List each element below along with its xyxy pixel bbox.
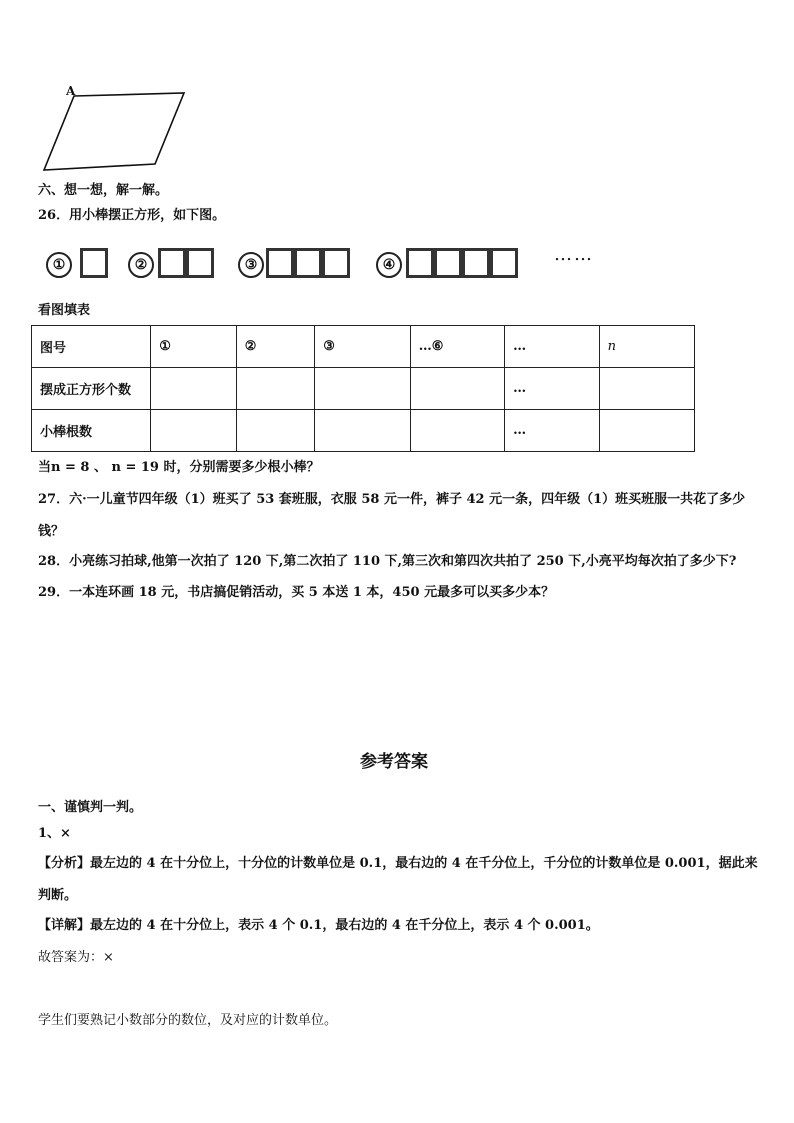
table-cell[interactable] xyxy=(315,368,410,410)
table-row xyxy=(32,368,695,410)
table-cell[interactable] xyxy=(151,368,237,410)
table-cell[interactable] xyxy=(151,410,237,452)
table-cell[interactable] xyxy=(236,410,315,452)
table-cell: … xyxy=(505,326,599,368)
figure-2-square xyxy=(186,248,214,278)
table-cell: ② xyxy=(236,326,315,368)
figure-4-square xyxy=(434,248,462,278)
figure-3-square xyxy=(266,248,294,278)
table-cell[interactable] xyxy=(236,368,315,410)
vertex-label-a: A xyxy=(66,84,76,98)
figure-1-square xyxy=(80,248,108,278)
table-row xyxy=(32,410,695,452)
figure-4-square xyxy=(490,248,518,278)
figure-4-square xyxy=(462,248,490,278)
answer-conclusion: 故答案为：× xyxy=(38,950,114,965)
table-cell: 摆成正方形个数 xyxy=(32,368,151,410)
figure-4-label: ④ xyxy=(376,252,402,278)
table-cell[interactable] xyxy=(599,368,694,410)
table-cell[interactable] xyxy=(315,410,410,452)
table-cell: ③ xyxy=(315,326,410,368)
q27-text: 27．六·一儿童节四年级（1）班买了 53 套班服，衣服 58 元一件，裤子 42 元一条，四年级（1）班买班服一共花了多少钱？ xyxy=(38,492,746,539)
table-cell: …⑥ xyxy=(410,326,504,368)
parallelogram-shape xyxy=(44,93,184,170)
table-cell[interactable] xyxy=(599,410,694,452)
figure-3-square xyxy=(322,248,350,278)
parallelogram-figure xyxy=(38,84,218,176)
table-cell: 小棒根数 xyxy=(32,410,151,452)
section-six-heading: 六、想一想，解一解。 xyxy=(38,183,169,198)
answer-analysis: 【分析】最左边的 4 在十分位上，十分位的计数单位是 0.1，最右边的 4 在千分位上，千分位的计数单位是 0.001，据此来判断。 xyxy=(38,856,758,903)
ellipsis: …… xyxy=(554,244,594,265)
answer-detail: 【详解】最左边的 4 在十分位上，表示 4 个 0.1，最右边的 4 在千分位上，表示 4 个 0.001。 xyxy=(38,918,599,933)
table-cell: … xyxy=(505,368,599,410)
table-cell[interactable] xyxy=(410,368,504,410)
figure-3-label: ③ xyxy=(238,252,264,278)
table-caption: 看图填表 xyxy=(38,303,91,318)
q26-followup: 当n = 8 、 n = 19 时，分别需要多少根小棒？ xyxy=(38,460,320,475)
answers-section-one: 一、谨慎判一判。 xyxy=(38,800,143,815)
matchstick-figures xyxy=(44,244,604,286)
figure-1-label: ① xyxy=(46,252,72,278)
figure-4-square xyxy=(406,248,434,278)
figure-3-square xyxy=(294,248,322,278)
figure-2-label: ② xyxy=(128,252,154,278)
table-cell[interactable] xyxy=(410,410,504,452)
q29-text: 29．一本连环画 18 元，书店搞促销活动，买 5 本送 1 本，450 元最多可以买多少本？ xyxy=(38,585,555,600)
answer-tip: 学生们要熟记小数部分的数位，及对应的计数单位。 xyxy=(38,1013,338,1028)
q26-prompt: 26．用小棒摆正方形，如下图。 xyxy=(38,208,226,223)
answers-title: 参考答案 xyxy=(360,752,428,772)
table-cell: … xyxy=(505,410,599,452)
table-row xyxy=(32,326,695,368)
table-cell: ① xyxy=(151,326,237,368)
fill-in-table xyxy=(31,325,695,452)
table-cell: n xyxy=(599,326,694,368)
answer-item-1: 1、× xyxy=(38,826,71,841)
figure-2-square xyxy=(158,248,186,278)
q28-text: 28．小亮练习拍球,他第一次拍了 120 下,第二次拍了 110 下,第三次和第四次共拍了 250 下,小亮平均每次拍了多少下? xyxy=(38,554,737,569)
table-cell: 图号 xyxy=(32,326,151,368)
